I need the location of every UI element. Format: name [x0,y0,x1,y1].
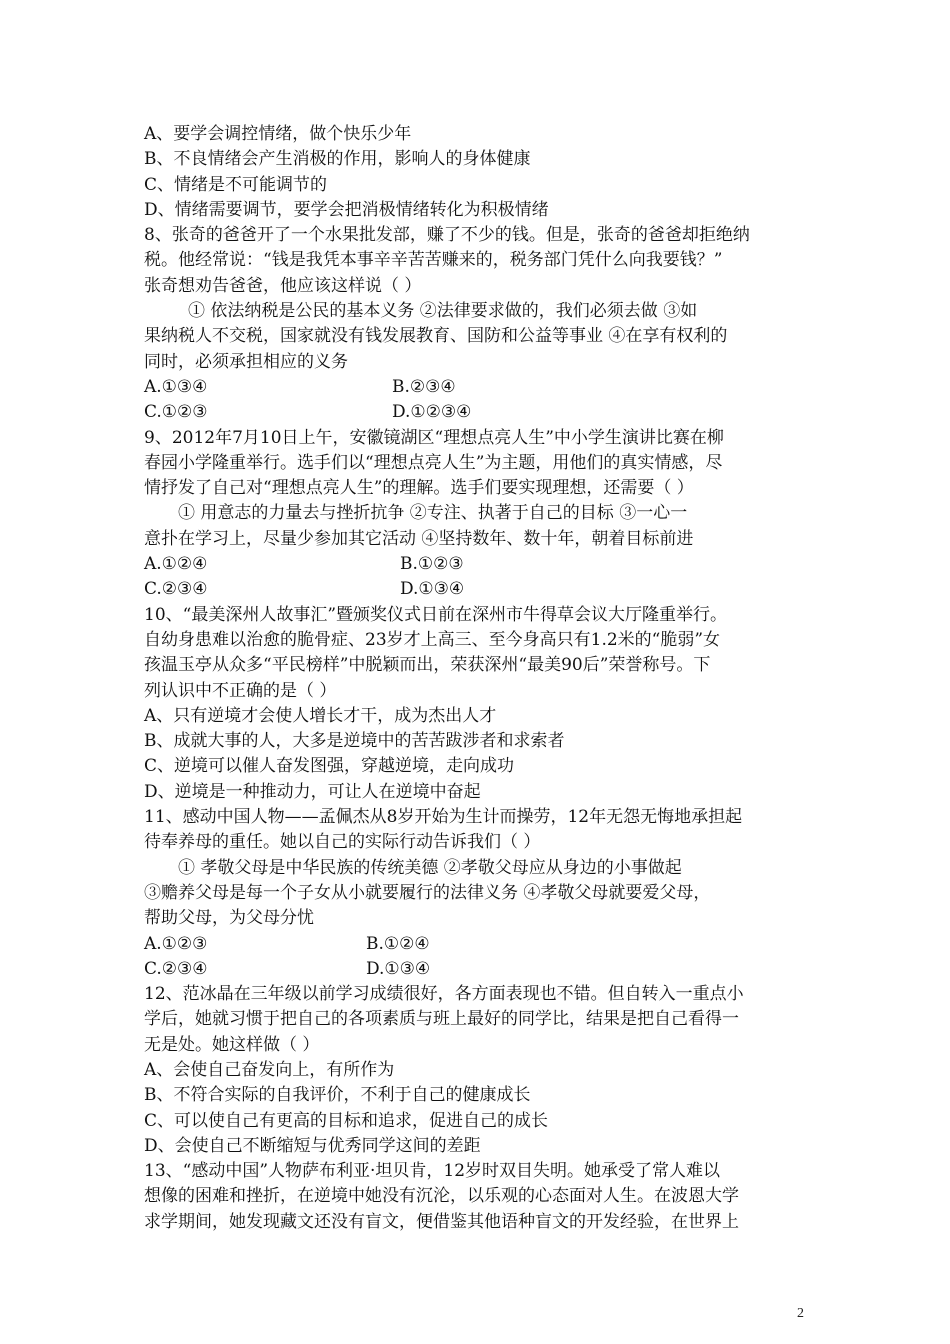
q12-option-c: C、可以使自己有更高的目标和追求，促进自己的成长 [144,1110,549,1131]
q7-option-d: D、情绪需要调节，要学会把消极情绪转化为积极情绪 [144,199,549,220]
q12-option-a: A、会使自己奋发向上，有所作为 [144,1059,395,1080]
q9-option-c: C.②③④ [144,579,208,600]
q11-option-a: A.①②③ [144,933,208,954]
q8-options-row-2 [144,400,808,425]
q11-statement-line-2: ③赡养父母是每一个子女从小就要履行的法律义务 ④孝敬父母就要爱父母， [144,882,711,903]
q8-option-c: C.①②③ [144,402,208,423]
q8-stem-line-2: 税。他经常说：“钱是我凭本事辛辛苦苦赚来的，税务部门凭什么向我要钱？” [144,250,723,271]
q8-statement-line-1: ① 依法纳税是公民的基本义务 ②法律要求做的，我们必须去做 ③如 [188,301,698,322]
q11-stem-line-1: 11、感动中国人物——孟佩杰从8岁开始为生计而操劳，12年无怨无悔地承担起 [144,807,743,828]
q11-options-row-2 [144,957,808,982]
q10-option-b: B、成就大事的人，大多是逆境中的苦苦跋涉者和求索者 [144,731,565,752]
q9-options-row-2 [144,577,808,602]
q8-stem-line-3: 张奇想劝告爸爸，他应该这样说（ ） [144,275,422,296]
q7-option-b: B、不良情绪会产生消极的作用，影响人的身体健康 [144,149,531,170]
q10-stem-line-1: 10、“最美深州人故事汇”暨颁奖仪式日前在深州市牛得草会议大厅隆重举行。 [144,604,728,625]
q12-option-b: B、不符合实际的自我评价，不利于自己的健康成长 [144,1085,531,1106]
q9-statement-line-1: ① 用意志的力量去与挫折抗争 ②专注、执著于自己的目标 ③一心一 [178,503,688,524]
q10-stem-line-2: 自幼身患难以治愈的脆骨症、23岁才上高三、至今身高只有1.2米的“脆弱”女 [144,629,721,650]
q12-stem-line-1: 12、范冰晶在三年级以前学习成绩很好，各方面表现也不错。但自转入一重点小 [144,984,744,1005]
q12-stem-line-3: 无是处。她这样做（ ） [144,1034,320,1055]
q11-stem-line-2: 待奉养母的重任。她以自己的实际行动告诉我们（ ） [144,832,541,853]
q9-option-b: B.①②③ [400,554,464,575]
q8-option-a: A.①③④ [144,376,208,397]
q9-statement-line-2: 意扑在学习上，尽量少参加其它活动 ④坚持数年、数十年，朝着目标前进 [144,528,694,549]
q7-option-c: C、情绪是不可能调节的 [144,174,328,195]
q9-option-a: A.①②④ [144,554,208,575]
q13-stem-line-3: 求学期间，她发现藏文还没有盲文，便借鉴其他语种盲文的开发经验，在世界上 [144,1211,739,1232]
q8-option-d: D.①②③④ [392,402,472,423]
q10-option-d: D、逆境是一种推动力，可让人在逆境中奋起 [144,781,481,802]
q8-stem-line-1: 8、张奇的爸爸开了一个水果批发部，赚了不少的钱。但是，张奇的爸爸却拒绝纳 [144,225,750,246]
q10-stem-line-4: 列认识中不正确的是（ ） [144,680,337,701]
q8-options-row-1 [144,375,808,400]
q9-stem-line-1: 9、2012年7月10日上午，安徽镜湖区“理想点亮人生”中小学生演讲比赛在柳 [144,427,724,448]
q7-option-a: A、要学会调控情绪，做个快乐少年 [144,124,412,144]
q9-option-d: D.①③④ [400,579,465,600]
q13-stem-line-2: 想像的困难和挫折，在逆境中她没有沉沦，以乐观的心态面对人生。在波恩大学 [144,1186,739,1207]
q10-stem-line-3: 孩温玉亭从众多“平民榜样”中脱颖而出，荣获深州“最美90后”荣誉称号。下 [144,655,711,676]
q12-stem-line-2: 学后，她就习惯于把自己的各项素质与班上最好的同学比，结果是把自己看得一 [144,1009,739,1030]
q11-statement-line-1: ① 孝敬父母是中华民族的传统美德 ②孝敬父母应从身边的小事做起 [178,857,682,878]
q12-option-d: D、会使自己不断缩短与优秀同学这间的差距 [144,1135,481,1156]
q11-option-c: C.②③④ [144,958,208,979]
q11-statement-line-3: 帮助父母，为父母分忧 [144,908,314,929]
q9-stem-line-3: 情抒发了自己对“理想点亮人生”的理解。选手们要实现理想，还需要（ ） [144,478,694,499]
q9-stem-line-2: 春园小学隆重举行。选手们以“理想点亮人生”为主题，用他们的真实情感，尽 [144,452,723,473]
q11-options-row-1 [144,932,808,957]
q13-stem-line-1: 13、“感动中国”人物萨布利亚·坦贝肯，12岁时双目失明。她承受了常人难以 [144,1161,721,1182]
q10-option-a: A、只有逆境才会使人增长才干，成为杰出人才 [144,705,497,726]
q11-option-d: D.①③④ [366,958,431,979]
q8-option-b: B.②③④ [392,376,456,397]
q11-option-b: B.①②④ [366,933,430,954]
q9-options-row-1 [144,552,808,577]
q8-statement-line-2: 果纳税人不交税，国家就没有钱发展教育、国防和公益等事业 ④在享有权利的 [144,326,728,347]
document-page [144,122,808,1235]
q10-option-c: C、逆境可以催人奋发图强，穿越逆境，走向成功 [144,756,515,777]
q8-statement-line-3: 同时，必须承担相应的义务 [144,351,348,372]
page-number: 2 [797,1306,804,1321]
